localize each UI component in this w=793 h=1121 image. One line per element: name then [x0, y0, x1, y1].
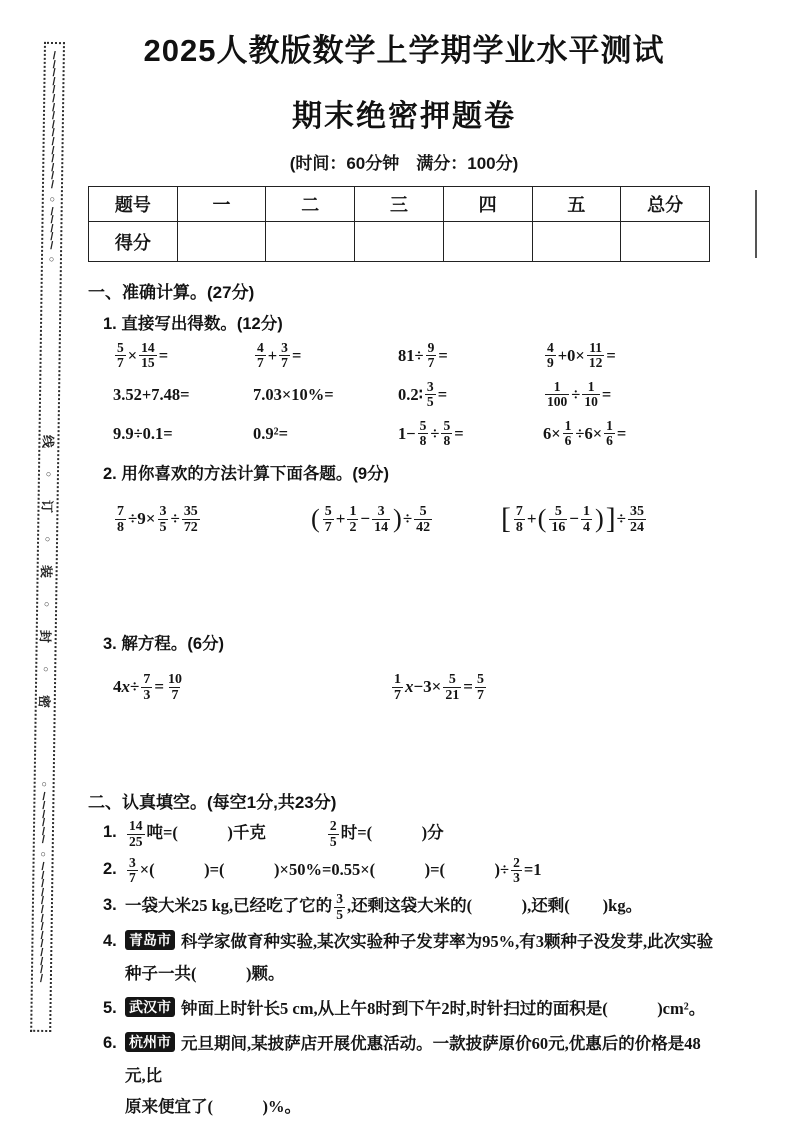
- math-problem: 4 9 +0× 11 12 =: [547, 339, 616, 371]
- section-one-item1-label: 1. 直接写出得数。(12分): [103, 315, 283, 334]
- fill-blank-item: [88, 926, 720, 989]
- section-one-heading: 一、准确计算。(27分): [88, 283, 255, 303]
- item-number: 3.: [103, 895, 117, 914]
- score-table: [88, 186, 710, 262]
- math-problem: 1− 5 8 ÷ 5 8 =: [398, 417, 464, 449]
- score-table-header-cell: 一: [177, 187, 266, 222]
- item-number: 2.: [103, 859, 117, 878]
- item-text: [125, 817, 720, 849]
- item-line2: 种子一共( )颗。: [125, 963, 285, 983]
- item-line2: 原来便宜了( )%。: [125, 1096, 301, 1116]
- math-problem: 81÷ 9 7 =: [398, 339, 448, 371]
- score-label-cell: 得分: [89, 222, 178, 262]
- scan-artifact-line: [755, 190, 757, 258]
- fill-blank-item: [88, 817, 720, 849]
- section-one-item2-label: 2. 用你喜欢的方法计算下面各题。(9分): [103, 465, 390, 484]
- score-table-score-row: [89, 222, 710, 262]
- fill-blank-item: [88, 993, 720, 1024]
- math-problem: 9.9÷0.1=: [113, 423, 173, 443]
- score-cell: [355, 222, 444, 262]
- city-badge: 武汉市: [125, 997, 175, 1017]
- score-table-header-cell: 三: [355, 187, 444, 222]
- section-two-heading: 二、认真填空。(每空1分,共23分): [88, 793, 337, 813]
- score-cell: [532, 222, 621, 262]
- item-text: [125, 1028, 720, 1121]
- method-calculation-grid: [113, 494, 720, 544]
- score-table-header-cell: 五: [532, 187, 621, 222]
- math-problem: [ 7 8 + ( 5 16 − 1 4 ) ] ÷ 35 24: [501, 502, 644, 536]
- math-problem: 7 8 ÷9× 3 5 ÷ 35 72: [117, 503, 198, 535]
- math-problem: 6× 1 6 ÷6× 1 6 =: [543, 417, 627, 449]
- city-badge: 青岛市: [125, 930, 175, 950]
- math-problem: 3.52+7.48=: [113, 384, 190, 404]
- math-problem: 4 x ÷ 7 3 = 10 7: [113, 671, 182, 703]
- section-one-item3-label: 3. 解方程。(6分): [103, 635, 225, 654]
- math-problem: 1 100 ÷ 1 10 =: [547, 378, 612, 410]
- binding-strip: / / / / / / / / / / / / / / / / ○ / / / / / ○ 线 ○ 订 ○ 装 ○ 封 ○ 密 ○ / / / / / / ○ / / / / / / / / / / / / / /: [30, 42, 65, 1032]
- paper-title: 2025人教版数学上学期学业水平测试: [143, 33, 665, 68]
- score-table-header-cell: 题号: [89, 187, 178, 222]
- time-score-info: (时间：60分钟 满分：100分): [289, 154, 519, 174]
- math-problem: ( 5 7 + 1 2 − 3 14 ) ÷ 5 42: [311, 503, 431, 535]
- city-badge: 杭州市: [125, 1032, 175, 1052]
- item-part-a: $\frac{14}{25}$ 吨=( )千克: [129, 818, 266, 849]
- score-table-header-cell: 总分: [621, 187, 710, 222]
- item-line1: 科学家做育种实验,某次实验种子发芽率为95%,有3颗种子没发芽,此次实验: [181, 932, 714, 952]
- item-number: 5.: [103, 998, 117, 1017]
- item-text: $\frac{3}{7}$ ×( )=( )×50%=0.55×( )=( )÷ $\frac{2}{3}$ =1: [129, 854, 542, 886]
- fill-blank-item: [88, 890, 720, 922]
- fill-blank-item: [88, 1028, 720, 1121]
- score-table-header-row: [89, 187, 710, 222]
- item-text: [125, 993, 720, 1024]
- score-cell: [266, 222, 355, 262]
- item-number: 6.: [103, 1034, 117, 1053]
- item-text: [125, 926, 720, 989]
- score-cell: [443, 222, 532, 262]
- item-text: 一袋大米25 kg,已经吃了它的 $\frac{3}{5}$ ,还剩这袋大米的( ),还剩( )kg。: [125, 890, 643, 922]
- item-line1: 钟面上时针长5 cm,从上午8时到下午2时,时针扫过的面积是( )cm²。: [181, 998, 706, 1018]
- fill-blank-item: [88, 854, 720, 886]
- paper-subtitle: 期末绝密押题卷: [292, 100, 516, 134]
- item-line1: 元旦期间,某披萨店开展优惠活动。一款披萨原价60元,优惠后的价格是48元,比: [125, 1034, 701, 1085]
- math-problem: 0.9²=: [253, 423, 288, 443]
- equation-grid: [113, 662, 720, 712]
- math-problem: 0.2∶ 3 5 =: [398, 378, 448, 410]
- math-problem: 1 7 x −3× 5 21 = 5 7: [394, 671, 484, 703]
- score-cell: [177, 222, 266, 262]
- math-problem: 5 7 × 14 15 =: [117, 339, 169, 371]
- math-problem: 7.03×10%=: [253, 384, 334, 404]
- item-number: 1.: [103, 823, 117, 842]
- paper-content: [88, 0, 720, 1121]
- score-table-header-cell: 四: [443, 187, 532, 222]
- item-part-b: $\frac{2}{5}$ 时=( )分: [329, 818, 444, 849]
- math-problem: 4 7 + 3 7 =: [257, 339, 302, 371]
- score-cell: [621, 222, 710, 262]
- direct-calculation-grid: [113, 336, 720, 453]
- item-number: 4.: [103, 932, 117, 951]
- score-table-header-cell: 二: [266, 187, 355, 222]
